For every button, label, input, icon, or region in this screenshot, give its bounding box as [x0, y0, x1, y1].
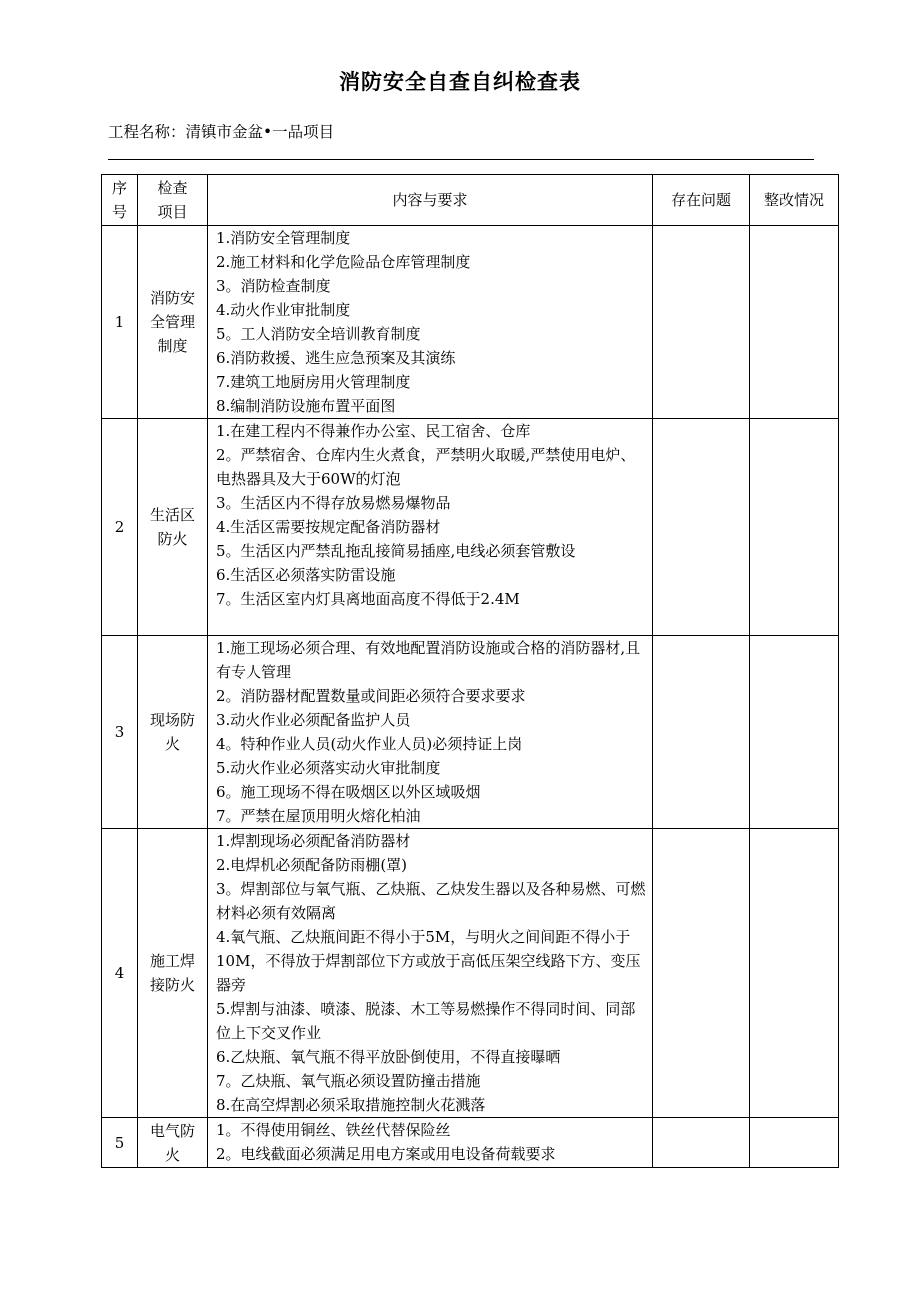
- header-content: 内容与要求: [208, 175, 653, 226]
- table-body: [102, 226, 839, 1168]
- header-rule: [108, 159, 814, 160]
- table-header-row: [102, 175, 839, 226]
- requirement-item: 1.消防安全管理制度: [216, 229, 351, 247]
- table-row: [102, 419, 839, 636]
- requirements-cell: [208, 636, 653, 829]
- requirement-item: 7。乙炔瓶、氧气瓶必须设置防撞击措施: [216, 1072, 481, 1090]
- row-number: 4: [102, 829, 138, 1118]
- rectification-cell: [750, 419, 839, 636]
- check-item: 生活区防火: [138, 419, 208, 636]
- header-issues: 存在问题: [653, 175, 750, 226]
- document-title: 消防安全自查自纠检查表: [339, 70, 581, 94]
- requirement-item: 4.生活区需要按规定配备消防器材: [216, 518, 441, 536]
- issues-cell: [653, 419, 750, 636]
- requirement-item: 5。生活区内严禁乱拖乱接简易插座,电线必须套管敷设: [216, 542, 576, 560]
- header-rectification: 整改情况: [750, 175, 839, 226]
- requirement-item: 3.动火作业必须配备监护人员: [216, 711, 411, 729]
- rectification-cell: [750, 829, 839, 1118]
- requirement-item: 5.动火作业必须落实动火审批制度: [216, 759, 441, 777]
- header-item-line2: 项目: [157, 203, 188, 221]
- requirement-item: 1.施工现场必须合理、有效地配置消防设施或合格的消防器材,且有专人管理: [216, 639, 641, 681]
- row-number: 5: [102, 1118, 138, 1168]
- requirements-cell: [208, 226, 653, 419]
- requirements-cell: [208, 419, 653, 636]
- requirement-item: 3。生活区内不得存放易燃易爆物品: [216, 494, 451, 512]
- requirement-item: 7.建筑工地厨房用火管理制度: [216, 373, 411, 391]
- project-label: 工程名称：: [108, 123, 186, 141]
- requirements-cell: [208, 829, 653, 1118]
- requirement-item: 2.电焊机必须配备防雨棚(罩): [216, 856, 408, 874]
- requirement-item: 2.施工材料和化学危险品仓库管理制度: [216, 253, 471, 271]
- table-row: [102, 829, 839, 1118]
- project-line: [108, 120, 334, 142]
- row-number: 3: [102, 636, 138, 829]
- check-item: 消防安全管理制度: [138, 226, 208, 419]
- row-number: 2: [102, 419, 138, 636]
- project-name: 清镇市金盆•一品项目: [185, 123, 335, 141]
- requirement-item: 2。严禁宿舍、仓库内生火煮食，严禁明火取暖,严禁使用电炉、电热器具及大于60W的灯泡: [216, 446, 636, 488]
- requirements-cell: [208, 1118, 653, 1168]
- requirement-item: 2。电线截面必须满足用电方案或用电设备荷载要求: [216, 1145, 556, 1163]
- issues-cell: [653, 1118, 750, 1168]
- requirement-item: 4.氧气瓶、乙炔瓶间距不得小于5M，与明火之间间距不得小于10M，不得放于焊割部位下方或放于高低压架空线路下方、变压器旁: [216, 928, 641, 994]
- requirement-item: 7。生活区室内灯具离地面高度不得低于2.4M: [216, 590, 520, 608]
- requirement-item: 2。消防器材配置数量或间距必须符合要求要求: [216, 687, 526, 705]
- table-row: [102, 226, 839, 419]
- requirement-item: 7。严禁在屋顶用明火熔化柏油: [216, 807, 421, 825]
- requirement-item: 6.消防救援、逃生应急预案及其演练: [216, 349, 456, 367]
- header-item: [138, 175, 208, 226]
- requirement-item: 6.生活区必须落实防雷设施: [216, 566, 396, 584]
- table-row: [102, 636, 839, 829]
- rectification-cell: [750, 636, 839, 829]
- requirement-item: 1.焊割现场必须配备消防器材: [216, 832, 411, 850]
- issues-cell: [653, 829, 750, 1118]
- check-item: 施工焊接防火: [138, 829, 208, 1118]
- requirement-item: 1.在建工程内不得兼作办公室、民工宿舍、仓库: [216, 422, 531, 440]
- requirement-item: 5.焊割与油漆、喷漆、脱漆、木工等易燃操作不得同时间、同部位上下交叉作业: [216, 1000, 636, 1042]
- check-item: 现场防火: [138, 636, 208, 829]
- requirement-item: 3。焊割部位与氧气瓶、乙炔瓶、乙炔发生器以及各种易燃、可燃材料必须有效隔离: [216, 880, 646, 922]
- requirement-item: 4。特种作业人员(动火作业人员)必须持证上岗: [216, 735, 523, 753]
- requirement-item: 1。不得使用铜丝、铁丝代替保险丝: [216, 1121, 451, 1139]
- row-number: 1: [102, 226, 138, 419]
- header-item-line1: 检查: [157, 179, 188, 197]
- table-row: [102, 1118, 839, 1168]
- issues-cell: [653, 226, 750, 419]
- requirement-item: 5。工人消防安全培训教育制度: [216, 325, 421, 343]
- issues-cell: [653, 636, 750, 829]
- rectification-cell: [750, 226, 839, 419]
- inspection-table: [101, 174, 839, 1168]
- requirement-item: 8.编制消防设施布置平面图: [216, 397, 396, 415]
- rectification-cell: [750, 1118, 839, 1168]
- header-no: 序号: [102, 175, 138, 226]
- requirement-item: 6。施工现场不得在吸烟区以外区域吸烟: [216, 783, 481, 801]
- requirement-item: 8.在高空焊割必须采取措施控制火花溅落: [216, 1096, 486, 1114]
- check-item: 电气防火: [138, 1118, 208, 1168]
- requirement-item: 6.乙炔瓶、氧气瓶不得平放卧倒使用，不得直接曝晒: [216, 1048, 561, 1066]
- requirement-item: 4.动火作业审批制度: [216, 301, 351, 319]
- requirement-item: 3。消防检查制度: [216, 277, 331, 295]
